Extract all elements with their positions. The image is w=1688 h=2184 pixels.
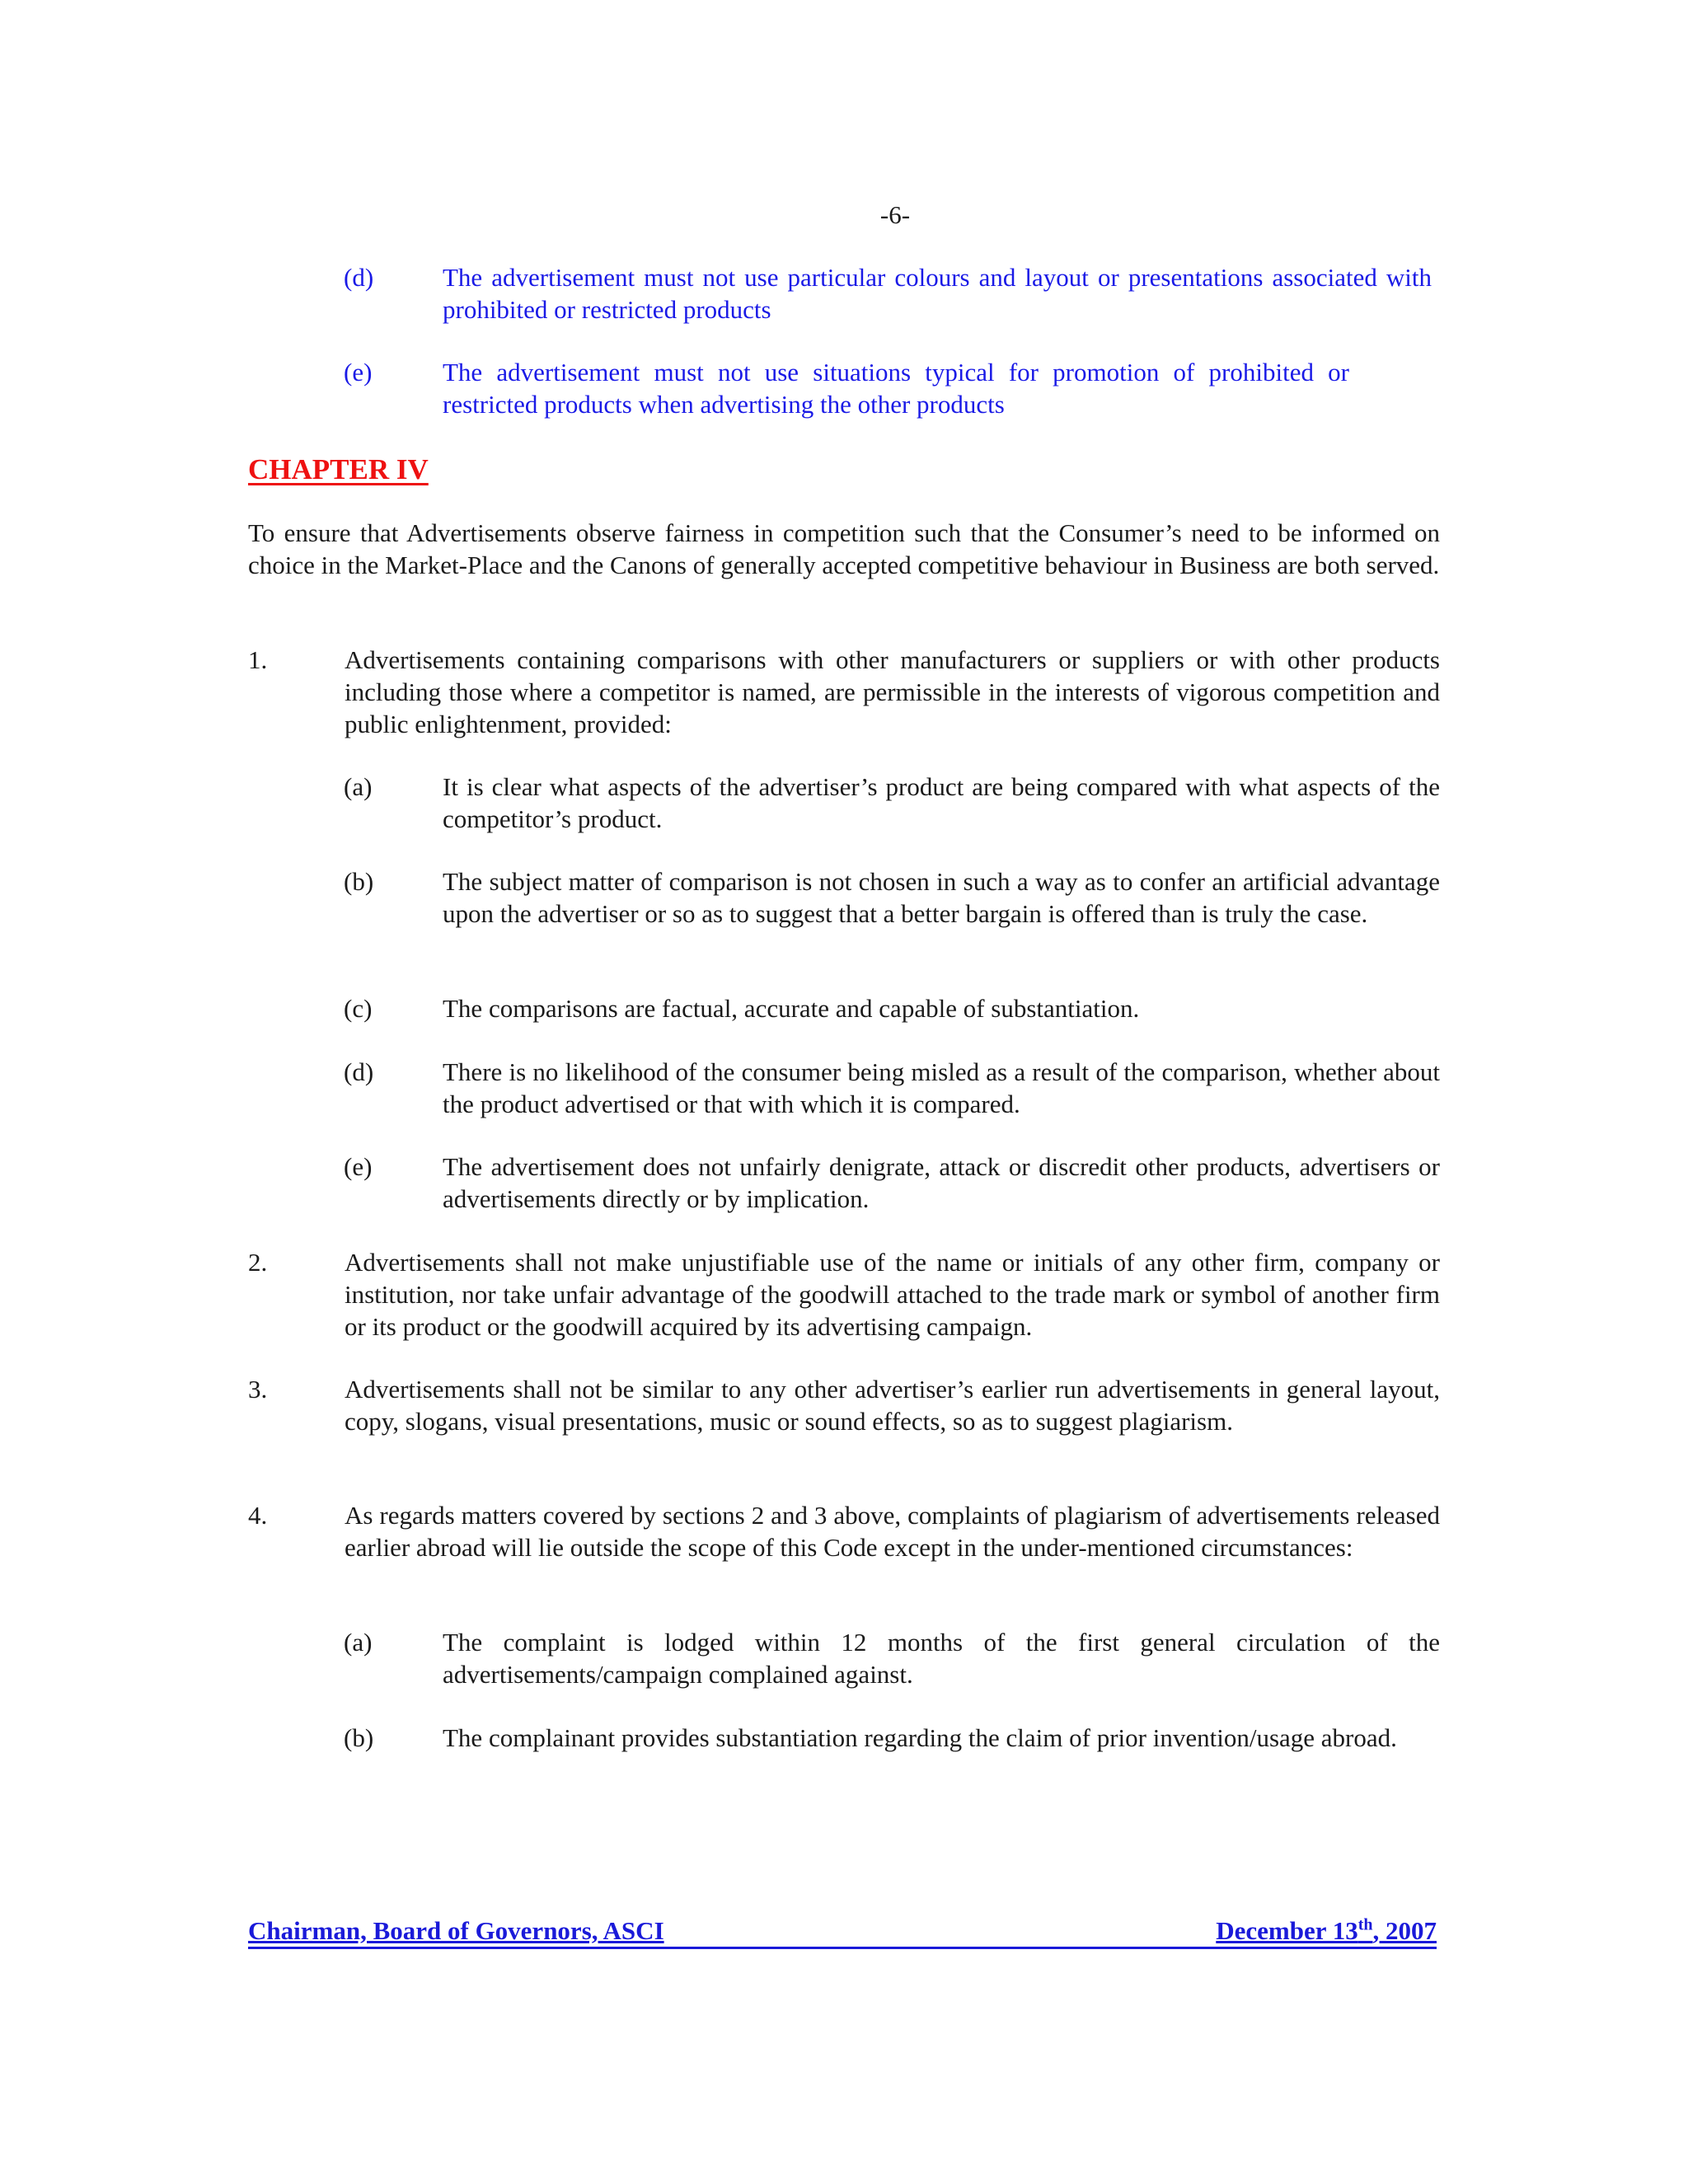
sub-clause-marker: (d) [344,1057,374,1086]
top-item-marker: (d) [344,263,374,292]
sub-clause-marker: (b) [344,867,374,896]
sub-clause-text: It is clear what aspects of the advertiser’s product are being compared with what aspects of the competitor’s product. [443,772,1440,833]
sub-clause-marker: (b) [344,1723,374,1752]
footer-date-suffix: , 2007 [1372,1916,1437,1945]
clause-number: 1. [248,645,268,674]
page-number: -6- [879,200,911,229]
sub-clause-marker: (e) [344,1152,373,1181]
sub-clause-text: The complaint is lodged within 12 months of the first general circulation of the advertisements/campaign complained against. [443,1628,1440,1689]
sub-clause-marker: (c) [344,994,373,1023]
top-item-marker: (e) [344,358,373,387]
clause-text: Advertisements containing comparisons with other manufacturers or suppliers or with other products including those where a competitor is named, are permissible in the interests of vigorous competition and public enlightenment, provided: [345,645,1440,738]
sub-clause-text: There is no likelihood of the consumer being misled as a result of the comparison, whether about the product advertised or that with which it is compared. [443,1057,1440,1118]
clause-text: Advertisements shall not make unjustifiable use of the name or initials of any other firm, company or institution, nor take unfair advantage of the goodwill attached to the trade mark or symbol of another firm or its product or the goodwill acquired by its advertising campaign. [345,1248,1440,1341]
clause-text: Advertisements shall not be similar to any other advertiser’s earlier run advertisements in general layout, copy, slogans, visual presentations, music or sound effects, so as to suggest plagiarism. [345,1375,1440,1436]
footer-date-prefix: December 13 [1216,1916,1358,1945]
top-item-text: The advertisement must not use situations typical for promotion of prohibited or restricted products when advertising the other products [443,358,1349,419]
sub-clause-text: The complainant provides substantiation regarding the claim of prior invention/usage abroad. [443,1723,1397,1752]
clause-text: As regards matters covered by sections 2 and 3 above, complaints of plagiarism of advertisements released earlier abroad will lie outside the scope of this Code except in the under-mentioned circumstances: [345,1501,1440,1562]
top-item-text: The advertisement must not use particular colours and layout or presentations associated with prohibited or restricted products [443,263,1432,324]
footer-date-sup: th [1357,1915,1373,1934]
sub-clause-text: The comparisons are factual, accurate and capable of substantiation. [443,994,1140,1023]
sub-clause-marker: (a) [344,772,373,801]
sub-clause-text: The subject matter of comparison is not chosen in such a way as to confer an artificial advantage upon the advertiser or so as to suggest that a better bargain is offered than is truly the case. [443,867,1440,928]
footer-signatory: Chairman, Board of Governors, ASCI [248,1916,664,1945]
sub-clause-text: The advertisement does not unfairly denigrate, attack or discredit other products, advertisers or advertisements directly or by implication. [443,1152,1440,1213]
footer-underline [248,1947,1437,1949]
intro-paragraph: To ensure that Advertisements observe fairness in competition such that the Consumer’s need to be informed on choice in the Market-Place and the Canons of generally accepted competitive behaviour in Business are both served. [248,518,1440,579]
clause-number: 3. [248,1375,268,1404]
sub-clause-marker: (a) [344,1628,373,1657]
clause-number: 4. [248,1501,268,1530]
clause-number: 2. [248,1248,268,1277]
chapter-heading: CHAPTER IV [248,453,429,485]
footer-date [1216,1916,1437,1946]
